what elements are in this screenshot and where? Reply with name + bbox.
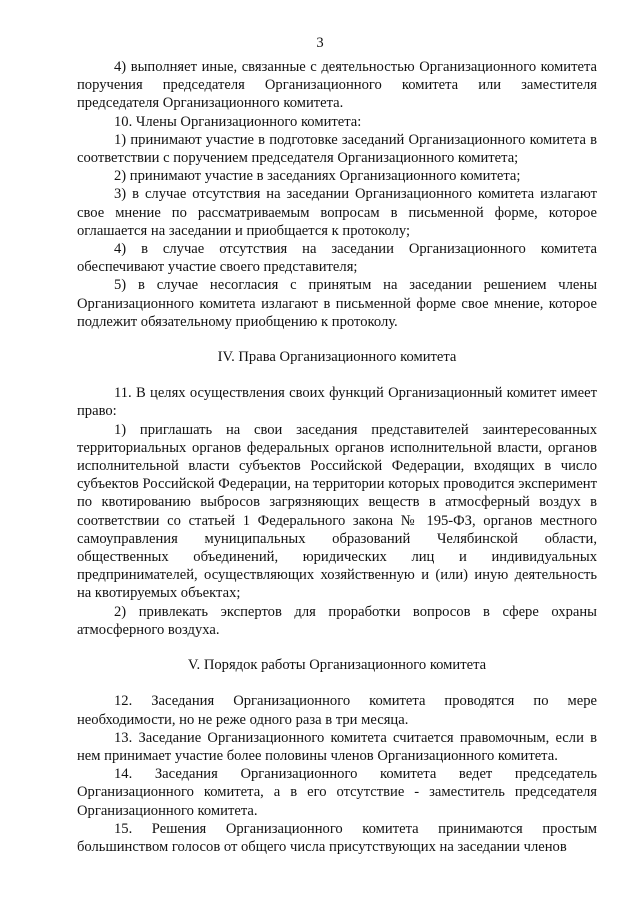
paragraph: 4) выполняет иные, связанные с деятельностью Организационного комитета поручения председателя Организационного комитета или заместителя председателя Организационного комитета. [77, 59, 597, 112]
paragraph: 4) в случае отсутствия на заседании Организационного комитета обеспечивают участие своего представителя; [77, 241, 597, 276]
paragraph: 10. Члены Организационного комитета: [114, 113, 362, 130]
paragraph: 2) привлекать экспертов для проработки вопросов в сфере охраны атмосферного воздуха. [77, 603, 597, 638]
paragraph: 5) в случае несогласия с принятым на заседании решением члены Организационного комитета излагают в письменной форме свое мнение, которое подлежит обязательному приобщению к протоколу. [77, 277, 597, 330]
paragraph: 1) приглашать на свои заседания представителей заинтересованных территориальных органов федеральных органов исполнительной власти, органов исполнительной власти субъектов Российской Федерации, входящих в число субъектов Российской Федерации, на территории которых проводится эксперимент по квотированию выбросов загрязняющих веществ в атмосферный воздух в соответствии со статьей 1 Федерального закона № 195-ФЗ, органов местного самоуправления муниципальных образований Челябинской области, общественных объединений, юридических лиц и индивидуальных предпринимателей, осуществляющих хозяйственную и (или) иную деятельность на квотируемых объектах; [77, 421, 597, 602]
paragraph: 15. Решения Организационного комитета принимаются простым большинством голосов от общего числа присутствующих на заседании членов [77, 820, 597, 855]
paragraph: 3) в случае отсутствия на заседании Организационного комитета излагают свое мнение по рассматриваемым вопросам в письменной форме, которое оглашается на заседании и приобщается к протоколу; [77, 186, 597, 239]
section-heading-rights: IV. Права Организационного комитета [217, 349, 457, 366]
page-number: 3 [316, 35, 324, 51]
paragraph: 14. Заседания Организационного комитета ведет председатель Организационного комитета, а в его отсутствие - заместитель председателя Организационного комитета. [77, 766, 597, 819]
section-heading-procedure: V. Порядок работы Организационного комитета [187, 657, 487, 674]
document-body [77, 58, 597, 856]
paragraph: 1) принимают участие в подготовке заседаний Организационного комитета в соответствии с поручением председателя Организационного комитета; [77, 131, 597, 167]
paragraph: 12. Заседания Организационного комитета проводятся по мере необходимости, но не реже одного раза в три месяца. [77, 693, 597, 728]
paragraph: 11. В целях осуществления своих функций Организационный комитет имеет право: [77, 385, 597, 420]
paragraph: 13. Заседание Организационного комитета считается правомочным, если в нем принимает участие более половины членов Организационного комитета. [77, 729, 597, 764]
paragraph: 2) принимают участие в заседаниях Организационного комитета; [114, 168, 521, 185]
